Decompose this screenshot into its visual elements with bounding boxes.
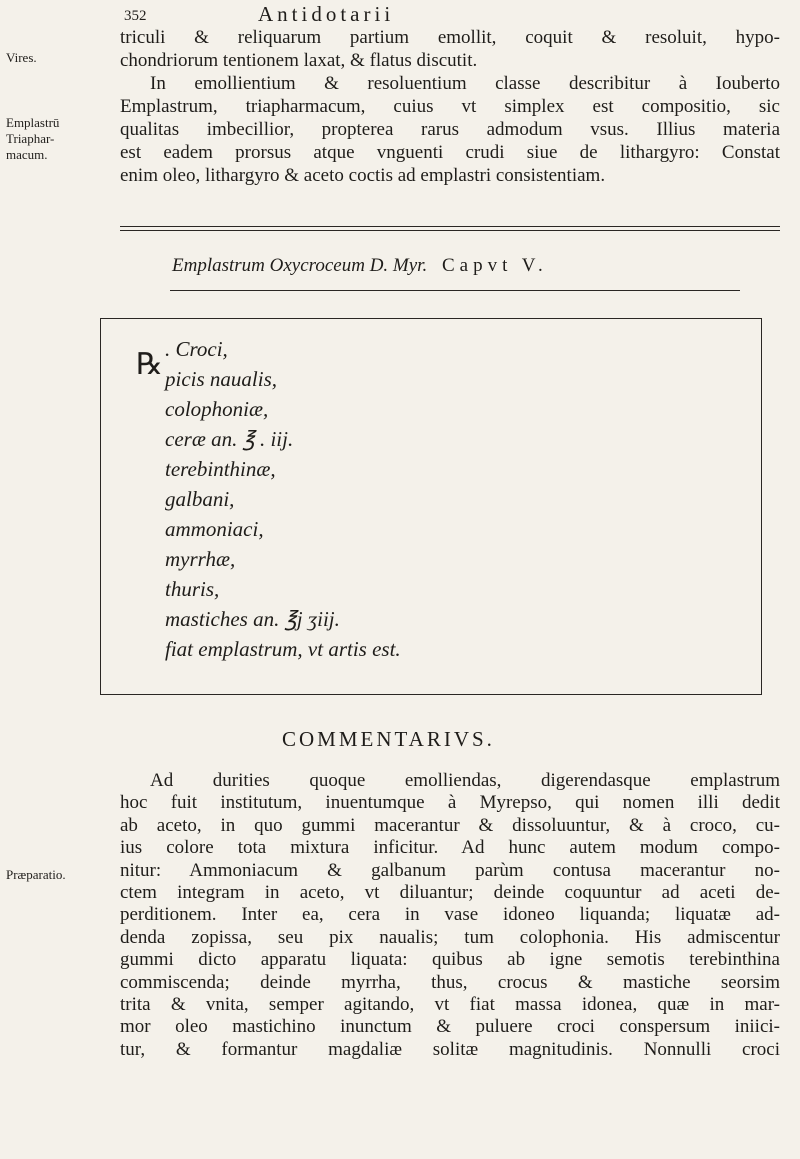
paragraph-line: est eadem prorsus atque vnguenti crudi siue de lithargyro: Constat	[120, 142, 780, 163]
chapter-heading	[172, 255, 548, 277]
divider-rule	[120, 230, 780, 231]
ingredient: picis naualis,	[165, 367, 278, 391]
divider-rule	[120, 226, 780, 227]
ingredient-list	[165, 334, 401, 664]
commentary-line: denda zopissa, seu pix naualis; tum colophonia. His admiscentur	[120, 926, 780, 948]
ingredient: mastiches an. ℥j ʒiij.	[165, 607, 340, 631]
commentary-line: tur, & formantur magdaliæ solitæ magnitudinis. Nonnulli croci	[120, 1038, 780, 1060]
divider-rule	[170, 290, 740, 291]
commentary-line: ctem integram in aceto, vt diluantur; deinde coquuntur ad aceti de-	[120, 882, 780, 904]
commentary-heading: COMMENTARIVS.	[282, 727, 495, 751]
commentary-line: gummi dicto apparatu liquata: quibus ab igne semotis terebinthina	[120, 949, 780, 971]
paragraph-intro	[120, 26, 780, 187]
ingredient: fiat emplastrum, vt artis est.	[165, 637, 401, 661]
ingredient: terebinthinæ,	[165, 457, 276, 481]
commentary-body	[120, 770, 780, 1061]
commentary-line: perditionem. Inter ea, cera in vase idoneo liquanda; liquatæ ad-	[120, 904, 780, 926]
paragraph-line: qualitas imbecillior, propterea rarus admodum vsus. Illius materia	[120, 119, 780, 140]
paragraph-line: enim oleo, lithargyro & aceto coctis ad emplastri consistentiam.	[120, 165, 606, 186]
ingredient: galbani,	[165, 487, 235, 511]
commentary-line: commiscenda; deinde myrrha, thus, crocus & mastiche seorsim	[120, 971, 780, 993]
margin-note-vires: Vires.	[6, 50, 37, 65]
ingredient: thuris,	[165, 577, 220, 601]
paragraph-line: In emollientium & resoluentium classe describitur à Iouberto	[150, 73, 780, 94]
paragraph-line: chondriorum tentionem laxat, & flatus discutit.	[120, 50, 478, 71]
margin-note-emplastrum: Emplastrū Triaphar- macum.	[6, 115, 60, 162]
commentary-line: nitur: Ammoniacum & galbanum parùm contusa macerantur no-	[120, 859, 780, 881]
running-head: Antidotarii	[258, 2, 395, 26]
commentary-line: mor oleo mastichino inunctum & puluere croci conspersum iniici-	[120, 1016, 780, 1038]
paragraph-line: triculi & reliquarum partium emollit, coquit & resoluit, hypo-	[120, 27, 780, 48]
commentary-line: Ad durities quoque emolliendas, digerendasque emplastrum	[150, 770, 780, 791]
commentary-line: ius colore tota mixtura inficitur. Ad hunc autem modum compo-	[120, 837, 780, 859]
recipe-symbol: ℞	[136, 348, 163, 381]
chapter-title: Emplastrum Oxycroceum D. Myr.	[172, 255, 428, 276]
ingredient: myrrhæ,	[165, 547, 236, 571]
ingredient: ammoniaci,	[165, 517, 264, 541]
commentary-line: ab aceto, in quo gummi macerantur & dissoluuntur, & à croco, cu-	[120, 814, 780, 836]
chapter-label: Capvt V.	[441, 255, 548, 276]
commentary-line: trita & vnita, semper agitando, vt fiat massa idonea, quæ in mar-	[120, 994, 780, 1016]
ingredient: . Croci,	[165, 337, 228, 361]
ingredient: colophoniæ,	[165, 397, 269, 421]
ingredient: ceræ an. ℥ . iij.	[165, 427, 294, 451]
paragraph-line: Emplastrum, triapharmacum, cuius vt simplex est compositio, sic	[120, 96, 780, 117]
commentary-line: hoc fuit institutum, inuentumque à Myrepso, qui nomen illi dedit	[120, 792, 780, 814]
margin-note-praeparatio: Præparatio.	[6, 867, 66, 882]
page-number: 352	[124, 8, 147, 24]
